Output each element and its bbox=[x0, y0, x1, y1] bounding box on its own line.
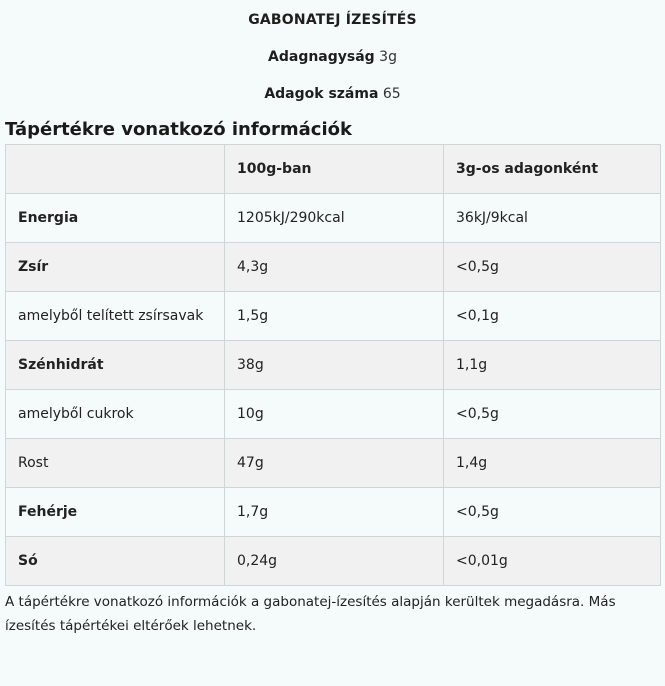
servings-count bbox=[0, 86, 665, 108]
nutrient-label: Energia bbox=[6, 194, 225, 243]
nutrition-table bbox=[5, 144, 661, 586]
table-row bbox=[6, 537, 661, 586]
table-row bbox=[6, 243, 661, 292]
table-row bbox=[6, 341, 661, 390]
nutrient-label: Szénhidrát bbox=[6, 341, 225, 390]
value-per100: 1,7g bbox=[225, 488, 444, 537]
section-title: Tápértékre vonatkozó információk bbox=[5, 119, 352, 140]
value-per100: 10g bbox=[225, 390, 444, 439]
value-per-serving: <0,5g bbox=[444, 243, 661, 292]
column-header-per-serving: 3g-os adagonként bbox=[444, 145, 661, 194]
value-per-serving: 36kJ/9kcal bbox=[444, 194, 661, 243]
nutrient-label: Fehérje bbox=[6, 488, 225, 537]
serving-size bbox=[0, 49, 665, 71]
column-header-per100: 100g-ban bbox=[225, 145, 444, 194]
value-per-serving: <0,01g bbox=[444, 537, 661, 586]
table-row bbox=[6, 488, 661, 537]
nutrient-label: amelyből cukrok bbox=[6, 390, 225, 439]
value-per100: 38g bbox=[225, 341, 444, 390]
value-per-serving: 1,1g bbox=[444, 341, 661, 390]
value-per-serving: <0,1g bbox=[444, 292, 661, 341]
table-row bbox=[6, 439, 661, 488]
value-per100: 4,3g bbox=[225, 243, 444, 292]
nutrient-label: Rost bbox=[6, 439, 225, 488]
column-header-nutrient bbox=[6, 145, 225, 194]
nutrient-label: Só bbox=[6, 537, 225, 586]
value-per100: 1205kJ/290kcal bbox=[225, 194, 444, 243]
product-name: GABONATEJ ÍZESÍTÉS bbox=[248, 12, 417, 28]
servings-count-label: Adagok száma bbox=[264, 86, 379, 102]
nutrient-label: Zsír bbox=[6, 243, 225, 292]
table-row bbox=[6, 292, 661, 341]
table-row bbox=[6, 390, 661, 439]
table-row bbox=[6, 194, 661, 243]
footnote: A tápértékre vonatkozó információk a gabonatej-ízesítés alapján kerültek megadásra. Más ízesítés tápértékei eltérőek lehetnek. bbox=[5, 594, 616, 634]
servings-count-value: 65 bbox=[382, 86, 401, 102]
value-per100: 47g bbox=[225, 439, 444, 488]
serving-size-label: Adagnagyság bbox=[268, 49, 375, 65]
value-per-serving: 1,4g bbox=[444, 439, 661, 488]
value-per-serving: <0,5g bbox=[444, 390, 661, 439]
value-per100: 0,24g bbox=[225, 537, 444, 586]
serving-size-value: 3g bbox=[379, 49, 397, 65]
value-per100: 1,5g bbox=[225, 292, 444, 341]
table-header-row bbox=[6, 145, 661, 194]
value-per-serving: <0,5g bbox=[444, 488, 661, 537]
nutrient-label: amelyből telített zsírsavak bbox=[6, 292, 225, 341]
